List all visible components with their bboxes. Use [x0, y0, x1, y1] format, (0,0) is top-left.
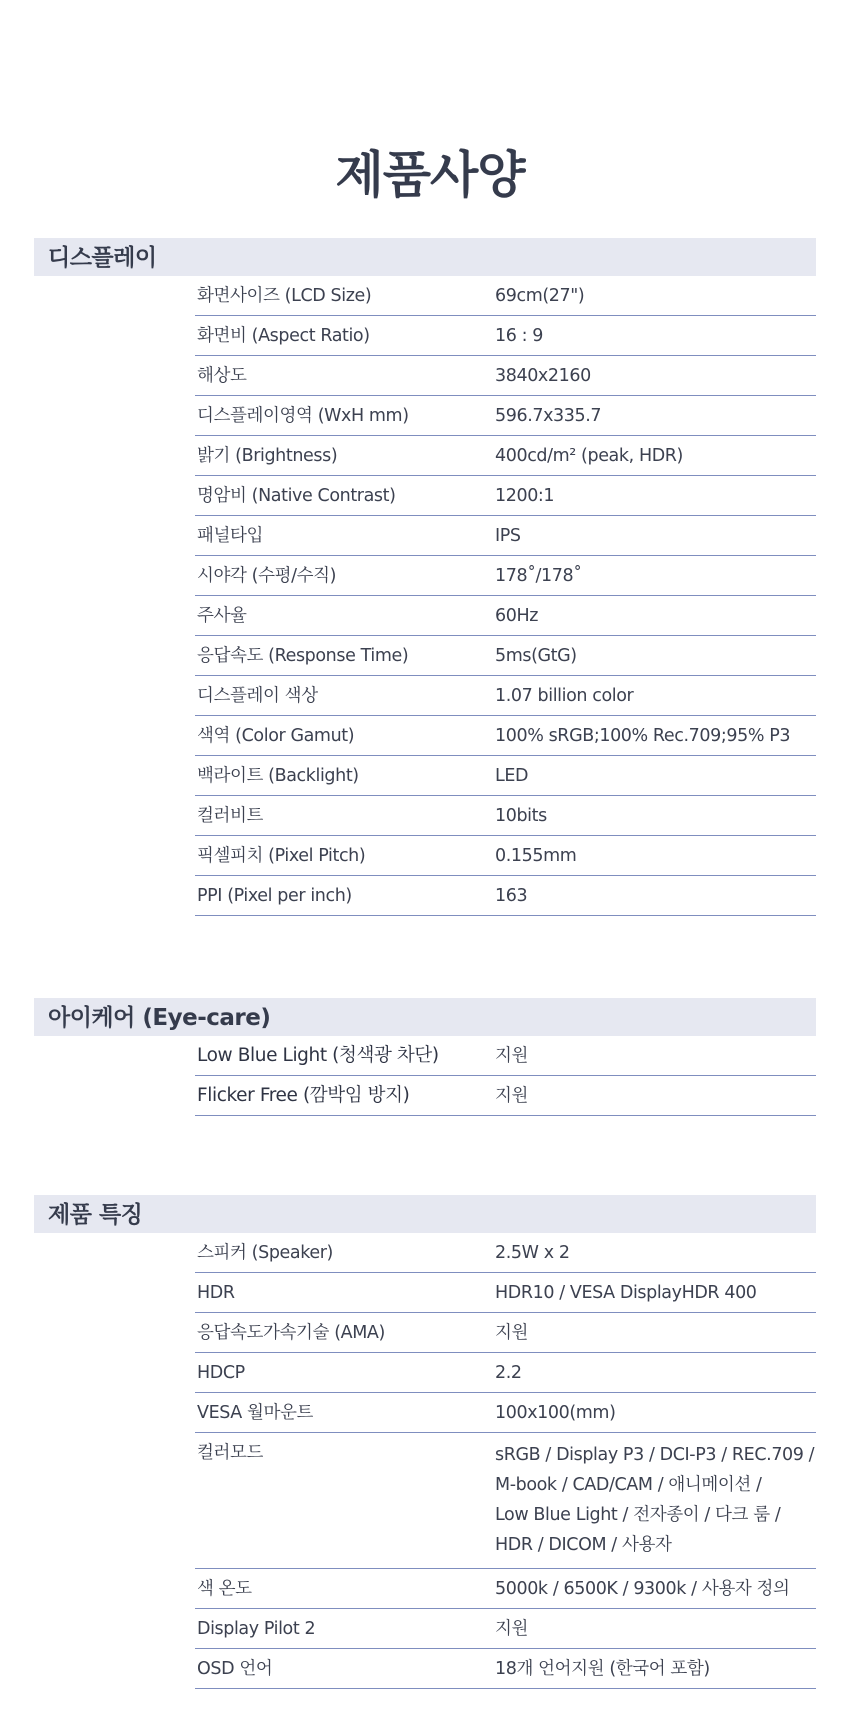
spec-value: IPS: [495, 526, 521, 546]
spec-row-hdcp: [195, 1353, 816, 1393]
spec-value: 지원: [495, 1046, 529, 1066]
spec-value: 596.7x335.7: [495, 406, 602, 426]
spec-row-response-time: [195, 636, 816, 676]
spec-row-display-pilot: [195, 1609, 816, 1649]
spec-label: 백라이트 (Backlight): [197, 766, 359, 786]
spec-value: [495, 1433, 816, 1568]
spec-value-line: sRGB / Display P3 / DCI-P3 / REC.709 /: [495, 1445, 815, 1465]
spec-row-low-blue-light: [195, 1036, 816, 1076]
spec-label: 픽셀피치 (Pixel Pitch): [197, 846, 366, 866]
spec-row-resolution: [195, 356, 816, 396]
spec-value: 2.2: [495, 1363, 522, 1383]
spec-label: 스피커 (Speaker): [197, 1243, 333, 1263]
spec-value: 2.5W x 2: [495, 1243, 570, 1263]
spec-row-ama: [195, 1313, 816, 1353]
spec-label: HDR: [197, 1283, 235, 1303]
spec-value: 5ms(GtG): [495, 646, 577, 666]
spec-value: 0.155mm: [495, 846, 577, 866]
spec-label: Display Pilot 2: [197, 1619, 316, 1639]
spec-value: 69cm(27"): [495, 286, 585, 306]
spec-value: 1.07 billion color: [495, 686, 634, 706]
spec-label: 컬러모드: [197, 1443, 264, 1463]
section-features: [34, 1195, 816, 1689]
spec-label: 화면사이즈 (LCD Size): [197, 286, 372, 306]
spec-label: OSD 언어: [197, 1659, 273, 1679]
spec-row-aspect-ratio: [195, 316, 816, 356]
spec-row-viewing-angle: [195, 556, 816, 596]
spec-row-display-area: [195, 396, 816, 436]
spec-label: 디스플레이영역 (WxH mm): [197, 406, 409, 426]
spec-row-hdr: [195, 1273, 816, 1313]
spec-label: 명암비 (Native Contrast): [197, 486, 396, 506]
spec-value: 10bits: [495, 806, 547, 826]
spec-row-osd-language: [195, 1649, 816, 1689]
spec-label: 응답속도 (Response Time): [197, 646, 409, 666]
spec-value-line: M-book / CAD/CAM / 애니메이션 /: [495, 1475, 762, 1495]
spec-row-color-temperature: [195, 1569, 816, 1609]
spec-value: 100x100(mm): [495, 1403, 616, 1423]
spec-table-display: [195, 276, 816, 916]
spec-value-line: Low Blue Light / 전자종이 / 다크 룸 /: [495, 1505, 781, 1525]
spec-label: 패널타입: [197, 526, 264, 546]
spec-label: Low Blue Light (청색광 차단): [197, 1045, 439, 1066]
spec-value: 지원: [495, 1086, 529, 1106]
spec-label: 화면비 (Aspect Ratio): [197, 326, 370, 346]
spec-row-pixel-pitch: [195, 836, 816, 876]
spec-label: Flicker Free (깜박임 방지): [197, 1085, 410, 1106]
spec-row-vesa-mount: [195, 1393, 816, 1433]
spec-row-contrast: [195, 476, 816, 516]
spec-table-features: [195, 1233, 816, 1689]
spec-label: PPI (Pixel per inch): [197, 886, 352, 906]
spec-value: 5000k / 6500K / 9300k / 사용자 정의: [495, 1579, 790, 1599]
spec-value: 100% sRGB;100% Rec.709;95% P3: [495, 726, 791, 746]
spec-row-display-colors: [195, 676, 816, 716]
spec-label: 주사율: [197, 606, 247, 626]
spec-value: 163: [495, 886, 528, 906]
spec-label: 해상도: [197, 366, 247, 386]
spec-value: 18개 언어지원 (한국어 포함): [495, 1659, 710, 1679]
spec-value: 16 : 9: [495, 326, 544, 346]
section-header-display: 디스플레이: [34, 238, 816, 276]
spec-value: LED: [495, 766, 529, 786]
spec-row-ppi: [195, 876, 816, 916]
spec-row-panel-type: [195, 516, 816, 556]
section-eye-care: [34, 998, 816, 1116]
spec-label: 색역 (Color Gamut): [197, 726, 355, 746]
spec-value: 400cd/m² (peak, HDR): [495, 446, 683, 466]
spec-value: HDR10 / VESA DisplayHDR 400: [495, 1283, 757, 1303]
spec-row-backlight: [195, 756, 816, 796]
spec-label: 컬러비트: [197, 806, 264, 826]
spec-row-lcd-size: [195, 276, 816, 316]
spec-value-line: HDR / DICOM / 사용자: [495, 1535, 672, 1555]
spec-label: VESA 월마운트: [197, 1403, 314, 1423]
spec-table-eye-care: [195, 1036, 816, 1116]
spec-label: 색 온도: [197, 1579, 252, 1599]
spec-label: HDCP: [197, 1363, 245, 1383]
spec-value: 3840x2160: [495, 366, 591, 386]
section-header-eye-care: 아이케어 (Eye-care): [34, 998, 816, 1036]
spec-row-color-mode: [195, 1433, 816, 1569]
spec-label: 응답속도가속기술 (AMA): [197, 1323, 385, 1343]
spec-label: 밝기 (Brightness): [197, 446, 338, 466]
spec-row-flicker-free: [195, 1076, 816, 1116]
section-display: [34, 238, 816, 916]
spec-row-refresh-rate: [195, 596, 816, 636]
spec-label: 시야각 (수평/수직): [197, 566, 337, 586]
page-title: 제품사양: [335, 146, 525, 204]
spec-value: 178˚/178˚: [495, 566, 582, 586]
spec-value: 1200:1: [495, 486, 555, 506]
spec-value: 지원: [495, 1619, 529, 1639]
spec-label: 디스플레이 색상: [197, 686, 318, 706]
spec-value: 지원: [495, 1323, 529, 1343]
spec-row-color-gamut: [195, 716, 816, 756]
spec-row-color-bit: [195, 796, 816, 836]
spec-row-brightness: [195, 436, 816, 476]
spec-value: 60Hz: [495, 606, 539, 626]
section-header-features: 제품 특징: [34, 1195, 816, 1233]
spec-row-speaker: [195, 1233, 816, 1273]
